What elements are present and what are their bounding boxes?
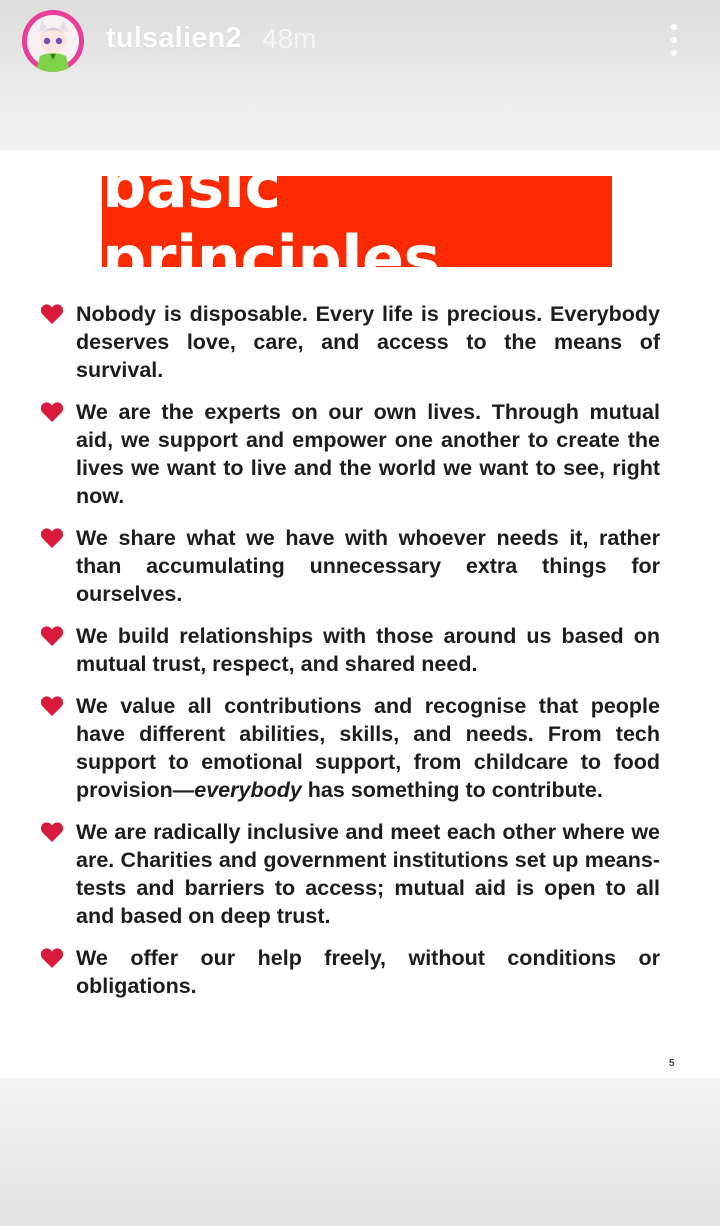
principle-text-part: has something to contribute.	[301, 778, 603, 802]
menu-dot	[671, 37, 677, 43]
principle-text-emphasis: everybody	[194, 778, 302, 802]
heart-icon	[40, 821, 64, 843]
principle-text: We share what we have with whoever needs it, rather than accumulating unnecessary extra things for ourselves.	[76, 526, 660, 606]
avatar-image	[22, 10, 84, 72]
heart-icon	[40, 303, 64, 325]
story-slide	[0, 150, 720, 1078]
story-header	[0, 0, 720, 150]
list-item	[40, 818, 660, 930]
avatar[interactable]	[22, 10, 84, 72]
list-item	[40, 692, 660, 804]
menu-dot	[671, 24, 677, 30]
more-vertical-icon[interactable]	[660, 20, 688, 60]
heart-icon	[40, 401, 64, 423]
list-item	[40, 398, 660, 510]
list-item	[40, 622, 660, 678]
principle-text-part: We value all contributions and recognise that people have different abilities, skills, and needs. From tech support to emotional support, from childcare to food provision—	[76, 694, 660, 802]
username[interactable]: tulsalien2	[106, 22, 242, 54]
principle-text: We build relationships with those around us based on mutual trust, respect, and shared need.	[76, 624, 660, 676]
principles-list	[40, 300, 660, 1014]
post-time: 48m	[262, 23, 317, 54]
list-item	[40, 524, 660, 608]
heart-icon	[40, 625, 64, 647]
heart-icon	[40, 695, 64, 717]
list-item	[40, 300, 660, 384]
principle-text: We are the experts on our own lives. Through mutual aid, we support and empower one another to create the lives we want to live and the world we want to see, right now.	[76, 400, 660, 508]
title-banner	[102, 148, 612, 295]
heart-icon	[40, 527, 64, 549]
menu-dot	[671, 50, 677, 56]
page-title: basic principles	[102, 148, 440, 295]
heart-icon	[40, 947, 64, 969]
principle-text: We are radically inclusive and meet each other where we are. Charities and government institutions set up means-tests and barriers to access; mutual aid is open to all and based on deep trust.	[76, 820, 660, 928]
principle-text: Nobody is disposable. Every life is precious. Everybody deserves love, care, and access to the means of survival.	[76, 302, 660, 382]
principle-text	[76, 692, 660, 804]
list-item	[40, 944, 660, 1000]
page-number: 5	[669, 1058, 675, 1069]
principle-text: We offer our help freely, without conditions or obligations.	[76, 946, 660, 998]
